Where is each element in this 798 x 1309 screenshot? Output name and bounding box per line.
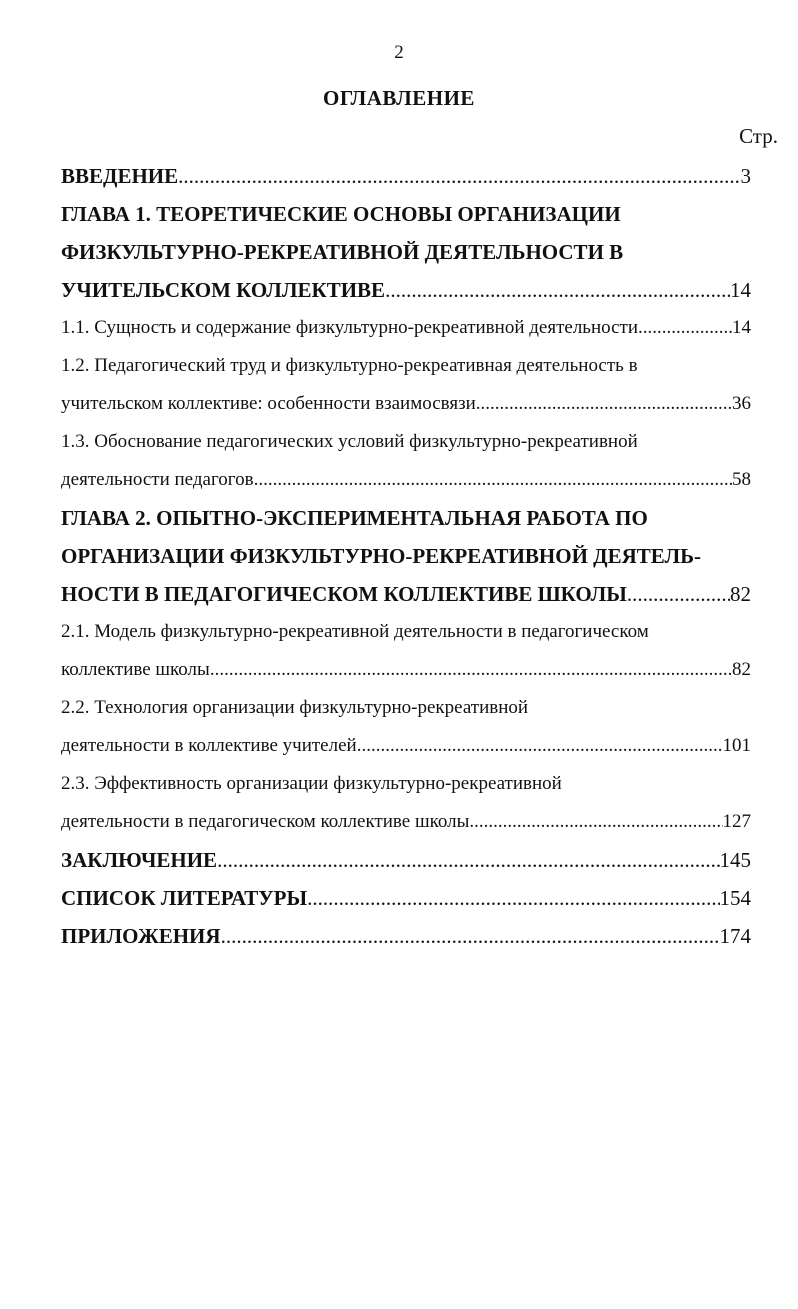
toc-entry-title: СПИСОК ЛИТЕРАТУРЫ	[61, 886, 308, 910]
page-number: 2	[394, 42, 404, 63]
toc-dot-leader	[254, 461, 732, 499]
toc-dot-leader	[627, 575, 730, 613]
toc-entry	[61, 499, 751, 537]
toc-entry	[61, 841, 751, 879]
toc-entry-title: 1.1. Сущность и содержание физкультурно-рекреативной деятельности	[61, 317, 639, 338]
toc-dot-leader	[307, 879, 719, 917]
toc-entry	[61, 803, 751, 841]
toc-entry-title: деятельности в педагогическом коллективе школы	[61, 811, 470, 832]
toc-entry	[61, 879, 751, 917]
toc-entry	[61, 423, 751, 461]
toc-entry	[61, 157, 751, 195]
toc-entry-title: 1.2. Педагогический труд и физкультурно-рекреативная деятельность в	[61, 355, 638, 376]
toc-entry-page: 14	[730, 278, 751, 302]
toc-dot-leader	[357, 727, 723, 765]
toc-entry-title: 1.3. Обоснование педагогических условий физкультурно-рекреативной	[61, 431, 638, 452]
toc-entry-page: 174	[719, 924, 751, 948]
toc-dot-leader	[217, 841, 719, 879]
toc-entry-title: ГЛАВА 2. ОПЫТНО-ЭКСПЕРИМЕНТАЛЬНАЯ РАБОТА ПО	[61, 506, 648, 530]
toc-entry-title: ОРГАНИЗАЦИИ ФИЗКУЛЬТУРНО-РЕКРЕАТИВНОЙ ДЕЯТЕЛЬ-	[61, 544, 702, 568]
toc-entry-title: УЧИТЕЛЬСКОМ КОЛЛЕКТИВЕ	[61, 278, 386, 302]
toc-entry-page: 3	[740, 164, 751, 188]
toc-entry-page: 82	[732, 659, 751, 680]
toc-entry-title: НОСТИ В ПЕДАГОГИЧЕСКОМ КОЛЛЕКТИВЕ ШКОЛЫ	[61, 582, 627, 606]
toc-entry-page: 101	[722, 735, 751, 756]
toc-entry-page: 145	[719, 848, 751, 872]
toc-entry-title: 2.2. Технология организации физкультурно-рекреативной	[61, 697, 529, 718]
table-of-contents	[61, 157, 751, 955]
toc-entry-title: коллективе школы	[61, 659, 210, 680]
toc-entry	[61, 689, 751, 727]
toc-entry-title: ВВЕДЕНИЕ	[61, 164, 179, 188]
toc-dot-leader	[476, 385, 732, 423]
toc-entry-page: 127	[722, 811, 751, 832]
toc-entry	[61, 309, 751, 347]
toc-entry	[61, 765, 751, 803]
toc-entry-title: деятельности педагогов	[61, 469, 254, 490]
toc-entry	[61, 727, 751, 765]
toc-dot-leader	[210, 651, 732, 689]
page-column-label: Стр.	[739, 124, 778, 148]
toc-entry-title: учительском коллективе: особенности взаимосвязи	[61, 393, 476, 414]
toc-entry	[61, 347, 751, 385]
toc-entry	[61, 651, 751, 689]
toc-entry-page: 14	[732, 317, 751, 338]
toc-entry-title: ГЛАВА 1. ТЕОРЕТИЧЕСКИЕ ОСНОВЫ ОРГАНИЗАЦИИ	[61, 202, 621, 226]
toc-entry	[61, 917, 751, 955]
toc-dot-leader	[178, 157, 740, 195]
toc-entry	[61, 537, 751, 575]
toc-entry-title: 2.1. Модель физкультурно-рекреативной деятельности в педагогическом	[61, 621, 649, 642]
toc-entry-title: ПРИЛОЖЕНИЯ	[61, 924, 221, 948]
toc-entry-title: ФИЗКУЛЬТУРНО-РЕКРЕАТИВНОЙ ДЕЯТЕЛЬНОСТИ В	[61, 240, 624, 264]
toc-entry-title: 2.3. Эффективность организации физкультурно-рекреативной	[61, 773, 562, 794]
toc-dot-leader	[221, 917, 720, 955]
toc-entry	[61, 233, 751, 271]
toc-dot-leader	[638, 309, 732, 347]
toc-entry	[61, 195, 751, 233]
toc-entry-title: ЗАКЛЮЧЕНИЕ	[61, 848, 218, 872]
toc-entry-page: 36	[732, 393, 751, 414]
toc-entry	[61, 613, 751, 651]
toc-entry-title: деятельности в коллективе учителей	[61, 735, 357, 756]
toc-title: ОГЛАВЛЕНИЕ	[323, 86, 475, 110]
toc-entry	[61, 271, 751, 309]
toc-entry-page: 58	[732, 469, 751, 490]
toc-entry	[61, 461, 751, 499]
toc-dot-leader	[469, 803, 722, 841]
toc-dot-leader	[385, 271, 730, 309]
toc-entry-page: 154	[719, 886, 751, 910]
toc-entry	[61, 575, 751, 613]
toc-entry-page: 82	[730, 582, 751, 606]
toc-entry	[61, 385, 751, 423]
